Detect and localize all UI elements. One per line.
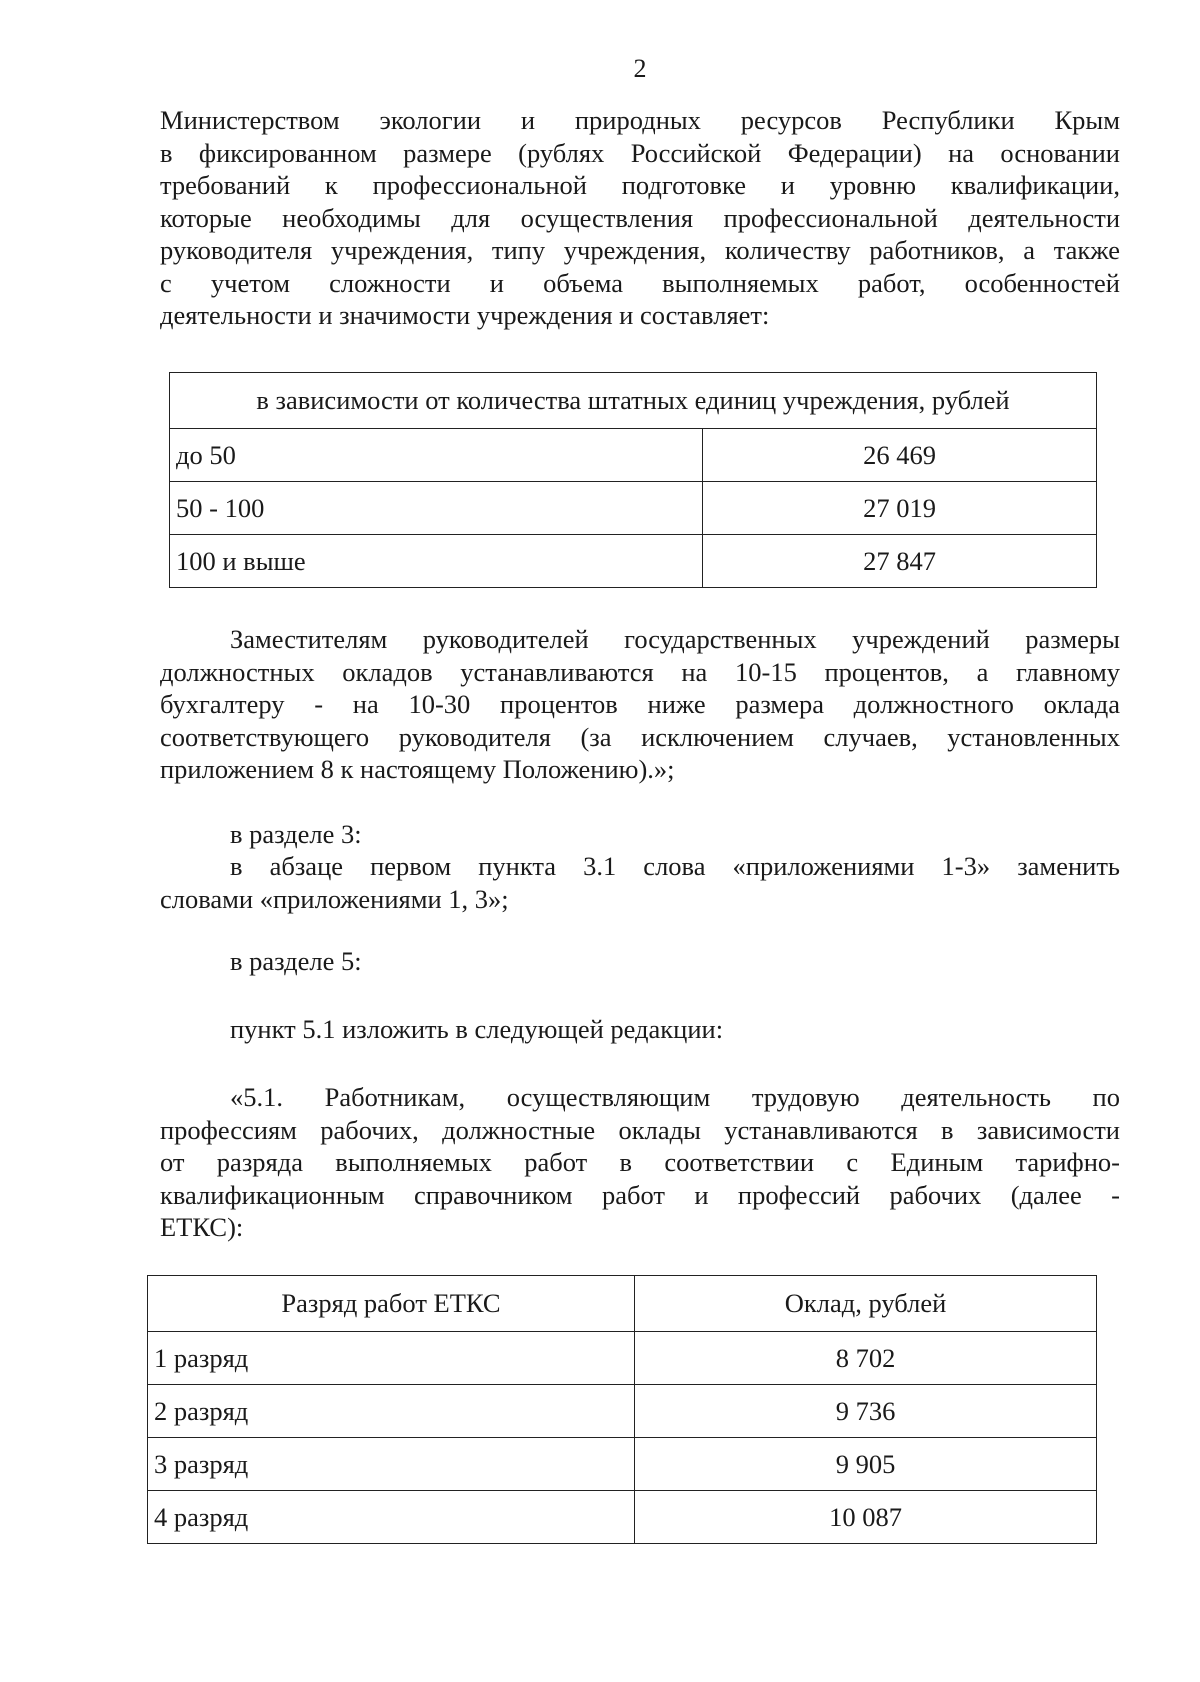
etks-table [147, 1275, 1097, 1544]
etks-grade-header: Разряд работ ЕТКС [148, 1276, 635, 1332]
text-line: ЕТКС): [160, 1212, 244, 1242]
text-line: Министерством экологии и природных ресурсов Республики Крым [160, 105, 1120, 135]
text-line: деятельности и значимости учреждения и составляет: [160, 300, 770, 330]
table-row [148, 1385, 1097, 1438]
deputies-paragraph [160, 623, 1120, 786]
intro-paragraph [160, 104, 1120, 332]
text-line: словами «приложениями 1, 3»; [160, 883, 509, 914]
text-line: с учетом сложности и объема выполняемых работ, особенностей [160, 267, 1120, 298]
text-line: в абзаце первом пункта 3.1 слова «приложениями 1-3» заменить [230, 851, 1120, 881]
etks-grade-cell: 3 разряд [148, 1438, 635, 1491]
section3-text [160, 850, 1120, 915]
salary-table-header: в зависимости от количества штатных единиц учреждения, рублей [170, 373, 1097, 429]
text-line: «5.1. Работникам, осуществляющим трудовую деятельность по [230, 1082, 1120, 1112]
text-line: соответствующего руководителя (за исключением случаев, установленных [160, 721, 1120, 752]
page-number: 2 [633, 54, 647, 83]
salary-range-cell: 100 и выше [170, 535, 703, 588]
etks-grade-cell: 2 разряд [148, 1385, 635, 1438]
salary-range-cell: 50 - 100 [170, 482, 703, 535]
text-line: которые необходимы для осуществления профессиональной деятельности [160, 202, 1120, 233]
text-line: в фиксированном размере (рублях Российской Федерации) на основании [160, 137, 1120, 168]
table-row [170, 482, 1097, 535]
text-line: от разряда выполняемых работ в соответствии с Единым тарифно- [160, 1147, 1120, 1177]
section5-instruction: пункт 5.1 изложить в следующей редакции: [230, 1014, 724, 1044]
item51-paragraph [160, 1081, 1120, 1244]
section3-heading: в разделе 3: [230, 819, 362, 849]
salary-range-cell: до 50 [170, 429, 703, 482]
text-line: руководителя учреждения, типу учреждения, количеству работников, а также [160, 235, 1120, 265]
etks-grade-cell: 1 разряд [148, 1332, 635, 1385]
section5-heading: в разделе 5: [230, 946, 362, 976]
table-row [148, 1438, 1097, 1491]
etks-salary-cell: 9 736 [635, 1385, 1097, 1438]
etks-salary-header: Оклад, рублей [635, 1276, 1097, 1332]
text-line: должностных окладов устанавливаются на 10-15 процентов, а главному [160, 656, 1120, 687]
salary-amount-cell: 27 847 [703, 535, 1097, 588]
text-line: приложением 8 к настоящему Положению).»; [160, 754, 675, 784]
etks-salary-cell: 8 702 [635, 1332, 1097, 1385]
text-line: квалификационным справочником работ и профессий рабочих (далее - [160, 1179, 1120, 1210]
text-line: Заместителям руководителей государственных учреждений размеры [230, 624, 1120, 654]
text-line: требований к профессиональной подготовке и уровню квалификации, [160, 170, 1120, 200]
salary-amount-cell: 27 019 [703, 482, 1097, 535]
salary-amount-cell: 26 469 [703, 429, 1097, 482]
table-row [148, 1491, 1097, 1544]
text-line: бухгалтеру - на 10-30 процентов ниже размера должностного оклада [160, 689, 1120, 719]
etks-salary-cell: 9 905 [635, 1438, 1097, 1491]
etks-salary-cell: 10 087 [635, 1491, 1097, 1544]
table-row [148, 1332, 1097, 1385]
text-line: профессиям рабочих, должностные оклады устанавливаются в зависимости [160, 1114, 1120, 1145]
table-row [170, 429, 1097, 482]
table-row [170, 535, 1097, 588]
salary-table [169, 372, 1097, 588]
etks-grade-cell: 4 разряд [148, 1491, 635, 1544]
table-header-row [170, 373, 1097, 429]
table-header-row [148, 1276, 1097, 1332]
